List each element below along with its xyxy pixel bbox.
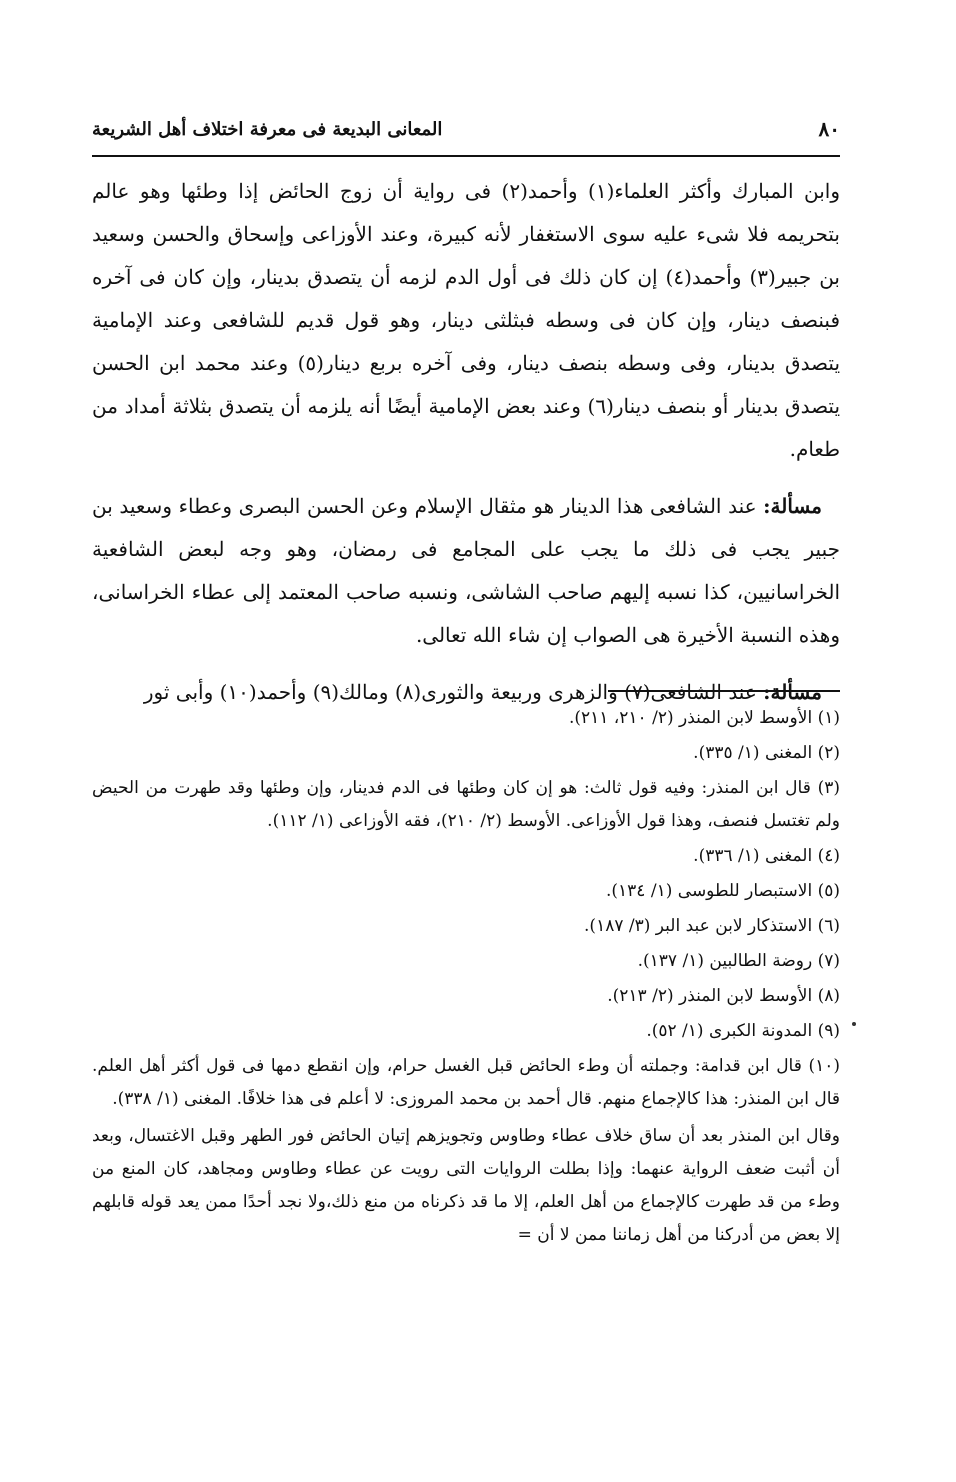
main-text	[92, 170, 840, 728]
issue-label: مسألة:	[763, 494, 822, 518]
footnote-10: (١٠) قال ابن قدامة: وجملته أن وطء الحائض قبل الغسل حرام، وإن انقطع دمها فى قول أكثر أهل العلم. قال ابن المنذر: هذا كالإجماع منهم. قال أحمد بن محمد المروزى: لا أعلم فى هذا خلافًا. المغنى (١/ ٣٣٨).	[92, 1056, 840, 1109]
paragraph-3-text: عند الشافعى(٧) والزهرى وربيعة والثورى(٨) ومالك(٩) وأحمد(١٠) وأبى ثور	[143, 680, 764, 704]
footnote-1: (١) الأوسط لابن المنذر (٢/ ٢١٠، ٢١١).	[568, 708, 840, 728]
footnote-7: (٧) روضة الطالبين (١/ ١٣٧).	[637, 951, 840, 971]
footnote-3: (٣) قال ابن المنذر: وفيه قول ثالث: هو إن كان وطئها فى الدم فدينار، وإن وطئها وقد طهرت من الحيض ولم تغتسل فنصف، وهذا قول الأوزاعى. الأوسط (٢/ ٢١٠)، فقه الأوزاعى (١/ ١١٢).	[92, 778, 840, 831]
paragraph-2	[92, 485, 840, 657]
issue-label: مسألة:	[763, 680, 822, 704]
footnote-separator	[608, 690, 840, 692]
paragraph-1: وابن المبارك وأكثر العلماء(١) وأحمد(٢) فى رواية أن زوج الحائض إذا وطئها وهو عالم بتحريمه فلا شىء عليه سوى الاستغفار لأنه كبيرة، وعند الأوزاعى وإسحاق والحسن وسعيد بن جبير(٣) وأحمد(٤) إن كان ذلك فى أول الدم لزمه أن يتصدق بدينار، وإن كان فى آخره فبنصف دينار، وإن كان فى وسطه فبثلثى دينار، وهو قول قديم للشافعى وعند الإمامية يتصدق بدينار، وفى وسطه بنصف دينار، وفى آخره بربع دينار(٥) وعند محمد ابن الحسن يتصدق بدينار أو بنصف دينار(٦) وعند بعض الإمامية أيضًا أنه يلزمه أن يتصدق بثلاثة أمداد من طعام.	[92, 179, 841, 461]
footnote-5: (٥) الاستبصار للطوسى (١/ ١٣٤).	[606, 881, 840, 901]
paragraph-2-text: عند الشافعى هذا الدينار هو مثقال الإسلام وعن الحسن البصرى وعطاء وسعيد بن جبير يجب فى ذلك ما يجب على المجامع فى رمضان، وهو وجه لبعض الشافعية الخراسانيين، كذا نسبه إليهم صاحب الشاشى، ونسبه صاحب المعتمد إلى عطاء الخراسانى، وهذه النسبة الأخيرة هى الصواب إن شاء الله تعالى.	[92, 494, 840, 647]
print-speck	[852, 1022, 856, 1026]
page-header	[92, 115, 840, 157]
footnote-continuation: وقال ابن المنذر بعد أن ساق خلاف عطاء وطاوس وتجويزهم إتيان الحائض فور الطهر وقبل الاغتسال، وبعد أن أثبت ضعف الرواية عنهما: وإذا بطلت الروايات التى رويت عن عطاء وطاوس ومجاهد، كان المنع من وطء من قد طهرت كالإجماع من أهل العلم، إلا ما قد ذكرناه من منع ذلك،ولا نجد أحدًا ممن يعد قوله قابلهم إلا بعض من أدركنا من أهل زماننا ممن لا أن =	[92, 1126, 840, 1245]
footnotes	[92, 702, 840, 1252]
footnote-2: (٢) المغنى (١/ ٣٣٥).	[693, 743, 840, 763]
footnote-6: (٦) الاستذكار لابن عبد البر (٣/ ١٨٧).	[584, 916, 840, 936]
page-number: ٨٠	[818, 117, 840, 141]
footnote-8: (٨) الأوسط لابن المنذر (٢/ ٢١٣).	[607, 986, 840, 1006]
running-title: المعانى البديعة فى معرفة اختلاف أهل الشريعة	[92, 119, 443, 140]
footnote-4: (٤) المغنى (١/ ٣٣٦).	[693, 846, 840, 866]
footnote-9: (٩) المدونة الكبرى (١/ ٥٢).	[646, 1021, 840, 1041]
